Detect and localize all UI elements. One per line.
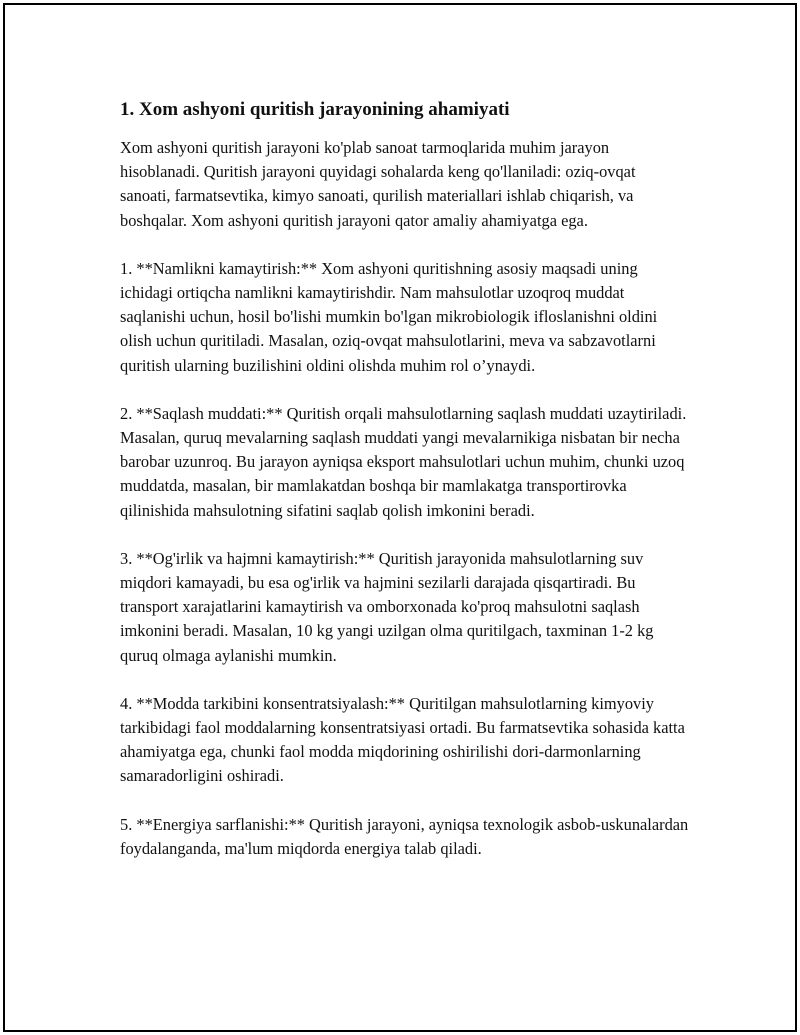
point-3-paragraph: 3. **Og'irlik va hajmni kamaytirish:** Quritish jarayonida mahsulotlarning suv miqdori kamayadi, bu esa og'irlik va hajmini sezilarli darajada qisqartiradi. Bu transport xarajatlarini kamaytirish va omborxonada ko'proq mahsulotni saqlash imkonini beradi. Masalan, 10 kg yangi uzilgan olma quritilgach, taxminan 1-2 kg quruq olmaga aylanishi mumkin.	[120, 548, 654, 665]
intro-paragraph: Xom ashyoni quritish jarayoni ko'plab sanoat tarmoqlarida muhim jarayon hisoblanadi. Quritish jarayoni quyidagi sohalarda keng qo'llaniladi: oziq-ovqat sanoati, farmatsevtika, kimyo sanoati, qurilish materiallari ishlab chiqarish, va boshqalar. Xom ashyoni quritish jarayoni qator amaliy ahamiyatga ega.	[120, 138, 636, 230]
page-frame	[3, 3, 797, 1032]
point-5-paragraph: 5. **Energiya sarflanishi:** Quritish jarayoni, ayniqsa texnologik asbob-uskunalardan foydalanganda, ma'lum miqdorda energiya talab qiladi.	[120, 814, 689, 858]
point-4-paragraph: 4. **Modda tarkibini konsentratsiyalash:** Quritilgan mahsulotlarning kimyoviy tarkibidagi faol moddalarning konsentratsiyasi ortadi. Bu farmatsevtika sohasida katta ahamiyatga ega, chunki faol modda miqdorining oshirilishi dori-darmonlarning samaradorligini oshiradi.	[120, 693, 685, 786]
section-title: 1. Xom ashyoni quritish jarayonining ahamiyati	[120, 99, 510, 120]
point-1-paragraph: 1. **Namlikni kamaytirish:** Xom ashyoni quritishning asosiy maqsadi uning ichidagi ortiqcha namlikni kamaytirishdir. Nam mahsulotlar uzoqroq muddat saqlanishi uchun, hosil bo'lishi mumkin bo'lgan mikrobiologik ifloslanishni oldini olish uchun quritiladi. Masalan, oziq-ovqat mahsulotlarini, meva va sabzavotlarni quritish ularning buzilishini oldini olishda muhim rol o’ynaydi.	[120, 258, 658, 375]
document-body	[120, 97, 690, 885]
point-2-paragraph: 2. **Saqlash muddati:** Quritish orqali mahsulotlarning saqlash muddati uzaytiriladi. Masalan, quruq mevalarning saqlash muddati yangi mevalarnikiga nisbatan bir necha barobar uzunroq. Bu jarayon ayniqsa eksport mahsulotlari uchun muhim, chunki uzoq muddatda, masalan, bir mamlakatdan boshqa bir mamlakatga transportirovka qilinishida mahsulotning sifatini saqlab qolish imkonini beradi.	[120, 403, 687, 520]
